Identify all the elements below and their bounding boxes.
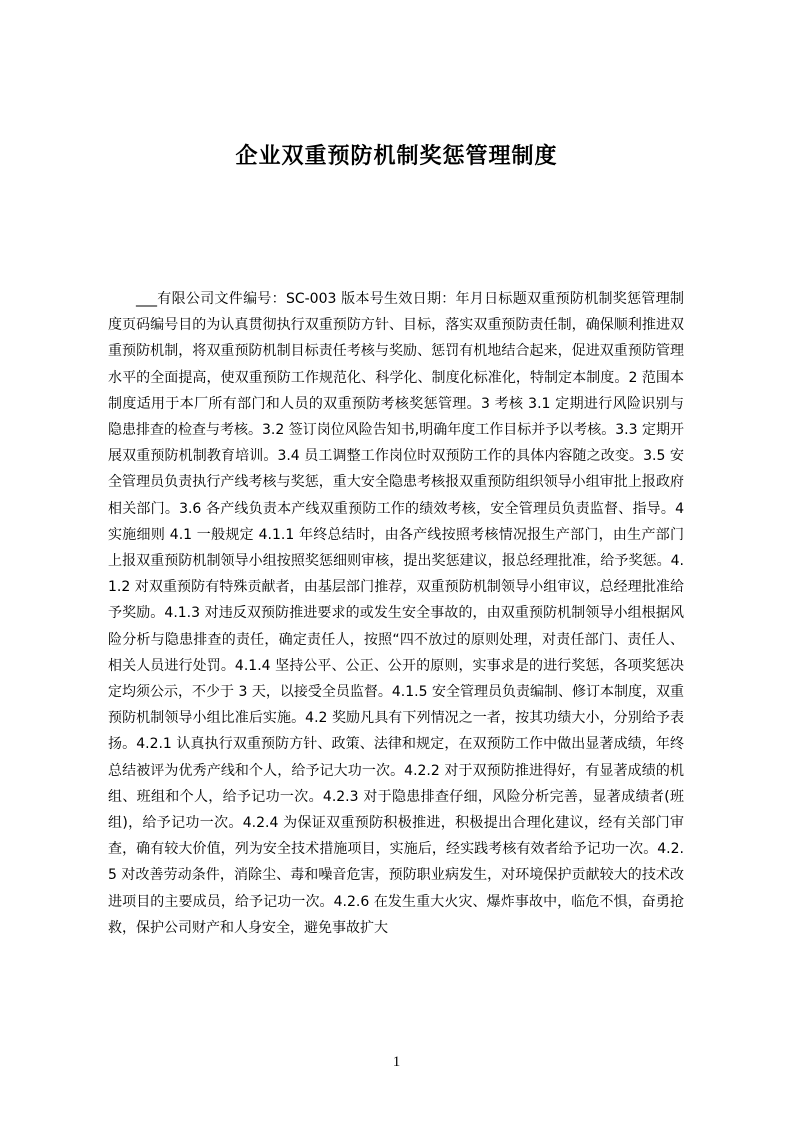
page-number: 1 bbox=[392, 1054, 401, 1070]
document-title: 企业双重预防机制奖惩管理制度 bbox=[235, 144, 558, 169]
document-body-text: ___有限公司文件编号：SC-003 版本号生效日期：年月日标题双重预防机制奖惩管理制度页码编号目的为认真贯彻执行双重预防方针、目标，落实双重预防责任制，确保顺利推进双重预防机制，将双重预防机制目标责任考核与奖励、惩罚有机地结合起来，促进双重预防管理水平的全面提高，使双重预防工作规范化、科学化、制度化标准化，特制定本制度。2 范围本制度适用于本厂所有部门和人员的双重预防考核奖惩管理。3 考核 3.1 定期进行风险识别与隐患排查的检查与考核。3.2 签订岗位风险告知书,明确年度工作目标并予以考核。3.3 定期开展双重预防机制教育培训。3.4 员工调整工作岗位时双预防工作的具体内容随之改变。3.5 安全管理员负责执行产线考核与奖惩，重大安全隐患考核报双重预防组织领导小组审批上报政府相关部门。3.6 各产线负责本产线双重预防工作的绩效考核，安全管理员负责监督、指导。4 实施细则 4.1 一般规定 4.1.1 年终总结时，由各产线按照考核情况报生产部门，由生产部门上报双重预防机制领导小组按照奖惩细则审核，提出奖惩建议，报总经理批准，给予奖惩。4.1.2 对双重预防有特殊贡献者，由基层部门推荐，双重预防机制领导小组审议，总经理批准给予奖励。4.1.3 对违反双预防推进要求的或发生安全事故的，由双重预防机制领导小组根据风险分析与隐患排查的责任，确定责任人，按照“四不放过的原则处理，对责任部门、责任人、相关人员进行处罚。4.1.4 坚持公平、公正、公开的原则，实事求是的进行奖惩，各项奖惩决定均须公示，不少于 3 天，以接受全员监督。4.1.5 安全管理员负责编制、修订本制度，双重预防机制领导小组比准后实施。4.2 奖励凡具有下列情况之一者，按其功绩大小，分别给予表扬。4.2.1 认真执行双重预防方针、政策、法律和规定，在双预防工作中做出显著成绩，年终总结被评为优秀产线和个人，给予记大功一次。4.2.2 对于双预防推进得好，有显著成绩的机组、班组和个人，给予记功一次。4.2.3 对于隐患排查仔细，风险分析完善，显著成绩者(班组)，给予记功一次。4.2.4 为保证双重预防积极推进，积极提出合理化建议，经有关部门审查，确有较大价值，列为安全技术措施项目，实施后，经实践考核有效者给予记功一次。4.2.5 对改善劳动条件，消除尘、毒和噪音危害，预防职业病发生，对环境保护贡献较大的技术改进项目的主要成员，给予记功一次。4.2.6 在发生重大火灾、爆炸事故中，临危不惧，奋勇抢救，保护公司财产和人身安全，避免事故扩大 bbox=[108, 291, 684, 936]
